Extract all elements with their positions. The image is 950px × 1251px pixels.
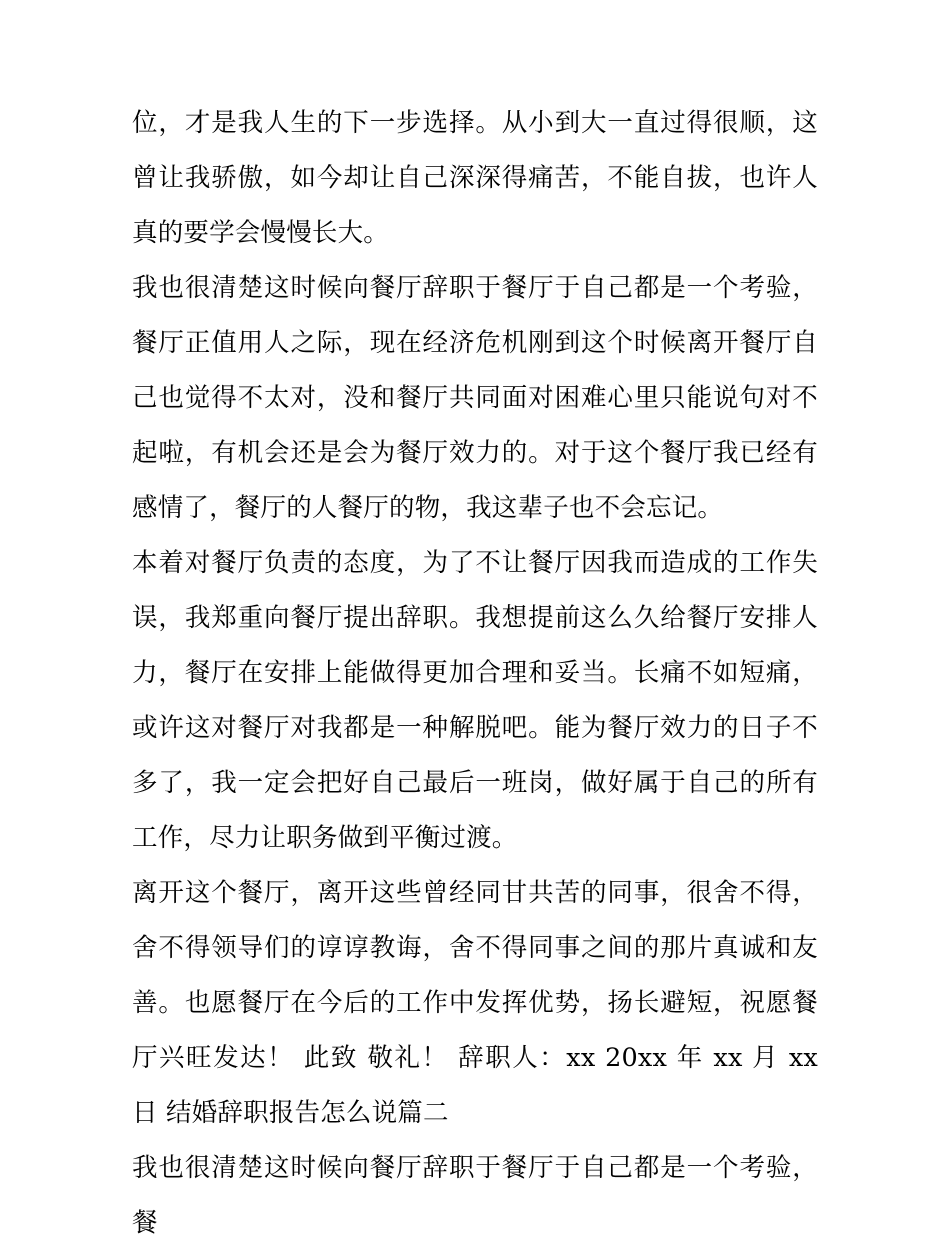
paragraph: 离开这个餐厅，离开这些曾经同甘共苦的同事，很舍不得，舍不得领导们的谆谆教诲，舍不得同事之间的那片真诚和友善。也愿餐厅在今后的工作中发挥优势，扬长避短，祝愿餐厅兴旺发达！ 此致 敬礼！ 辞职人：xx 20xx 年 xx 月 xx 日 结婚辞职报告怎么说篇二	[132, 878, 818, 1128]
document-body	[132, 96, 818, 1251]
paragraph: 我也很清楚这时候向餐厅辞职于餐厅于自己都是一个考验，餐厅正值用人之际，现在经济危机刚到这个时候离开餐厅自己也觉得不太对，没和餐厅共同面对困难心里只能说句对不起啦，有机会还是会为餐厅效力的。对于这个餐厅我已经有感情了，餐厅的人餐厅的物，我这辈子也不会忘记。	[132, 273, 818, 523]
paragraph: 位，才是我人生的下一步选择。从小到大一直过得很顺，这曾让我骄傲，如今却让自己深深得痛苦，不能自拔，也许人真的要学会慢慢长大。	[132, 108, 818, 248]
paragraph: 本着对餐厅负责的态度，为了不让餐厅因我而造成的工作失误，我郑重向餐厅提出辞职。我想提前这么久给餐厅安排人力，餐厅在安排上能做得更加合理和妥当。长痛不如短痛，或许这对餐厅对我都是一种解脱吧。能为餐厅效力的日子不多了，我一定会把好自己最后一班岗，做好属于自己的所有工作，尽力让职务做到平衡过渡。	[132, 548, 818, 853]
paragraph: 我也很清楚这时候向餐厅辞职于餐厅于自己都是一个考验，餐	[132, 1153, 818, 1238]
